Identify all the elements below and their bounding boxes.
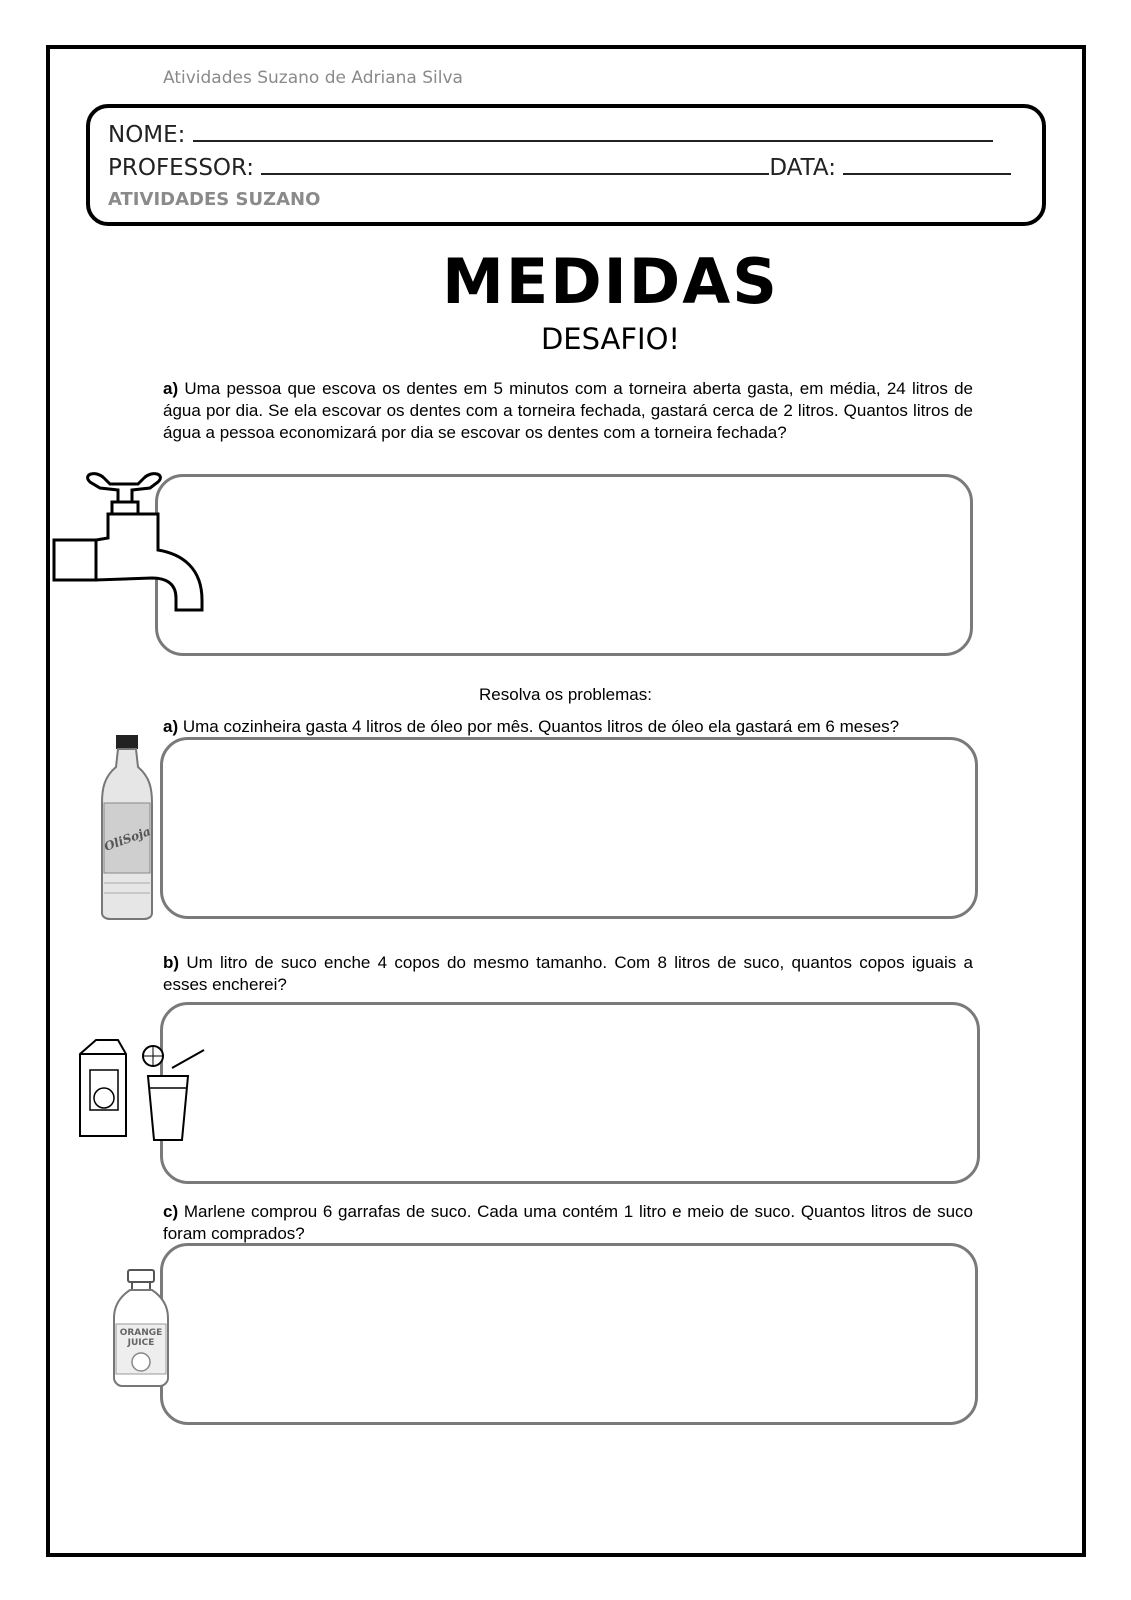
juice-carton-glass-icon [76, 1036, 210, 1144]
watermark: Atividades Suzano de Adriana Silva [163, 68, 463, 88]
page-title: MEDIDAS [442, 245, 779, 318]
name-label: NOME: [108, 122, 186, 148]
challenge-question [163, 378, 973, 444]
name-field[interactable] [193, 120, 993, 142]
teacher-date-line [108, 153, 1011, 181]
oil-brand-label: OliSoja [102, 824, 153, 854]
problem-a-letter: a) [163, 717, 179, 736]
page-subtitle: DESAFIO! [540, 322, 681, 356]
problem-b-answer-box[interactable] [160, 1002, 980, 1184]
juice-label-2: JUICE [127, 1338, 155, 1348]
problem-b-text: Um litro de suco enche 4 copos do mesmo tamanho. Com 8 litros de suco, quantos copos iguais a esses encherei? [163, 953, 973, 994]
problem-a-answer-box[interactable] [160, 737, 978, 919]
juice-bottle-icon [112, 1268, 172, 1388]
challenge-letter: a) [163, 379, 179, 398]
juice-label-1: ORANGE [119, 1328, 163, 1338]
challenge-text: Uma pessoa que escova os dentes em 5 minutos com a torneira aberta gasta, em média, 24 litros de água por dia. Se ela escovar os dentes com a torneira fechada, gastará cerca de 2 litros. Quantos litros de água a pessoa economizará por dia se escovar os dentes com a torneira fechada? [163, 379, 973, 442]
teacher-label: PROFESSOR: [108, 155, 255, 181]
header-brand: ATIVIDADES SUZANO [108, 189, 321, 210]
name-line [108, 120, 993, 148]
date-label: DATA: [769, 155, 836, 181]
problem-a-text: Uma cozinheira gasta 4 litros de óleo por mês. Quantos litros de óleo ela gastará em 6 meses? [182, 717, 900, 736]
problem-c-letter: c) [163, 1202, 179, 1221]
problem-b-question [163, 952, 973, 996]
challenge-answer-box[interactable] [155, 474, 973, 656]
problem-c-question [163, 1201, 973, 1245]
date-field[interactable] [843, 153, 1011, 175]
oil-bottle-icon [98, 733, 156, 921]
teacher-field[interactable] [261, 153, 769, 175]
instruction: Resolva os problemas: [479, 685, 652, 704]
problem-a-question [163, 716, 973, 738]
problem-b-letter: b) [163, 953, 180, 972]
problem-c-text: Marlene comprou 6 garrafas de suco. Cada uma contém 1 litro e meio de suco. Quantos litros de suco foram comprados? [163, 1202, 973, 1243]
faucet-icon [52, 470, 210, 620]
problem-c-answer-box[interactable] [160, 1243, 978, 1425]
